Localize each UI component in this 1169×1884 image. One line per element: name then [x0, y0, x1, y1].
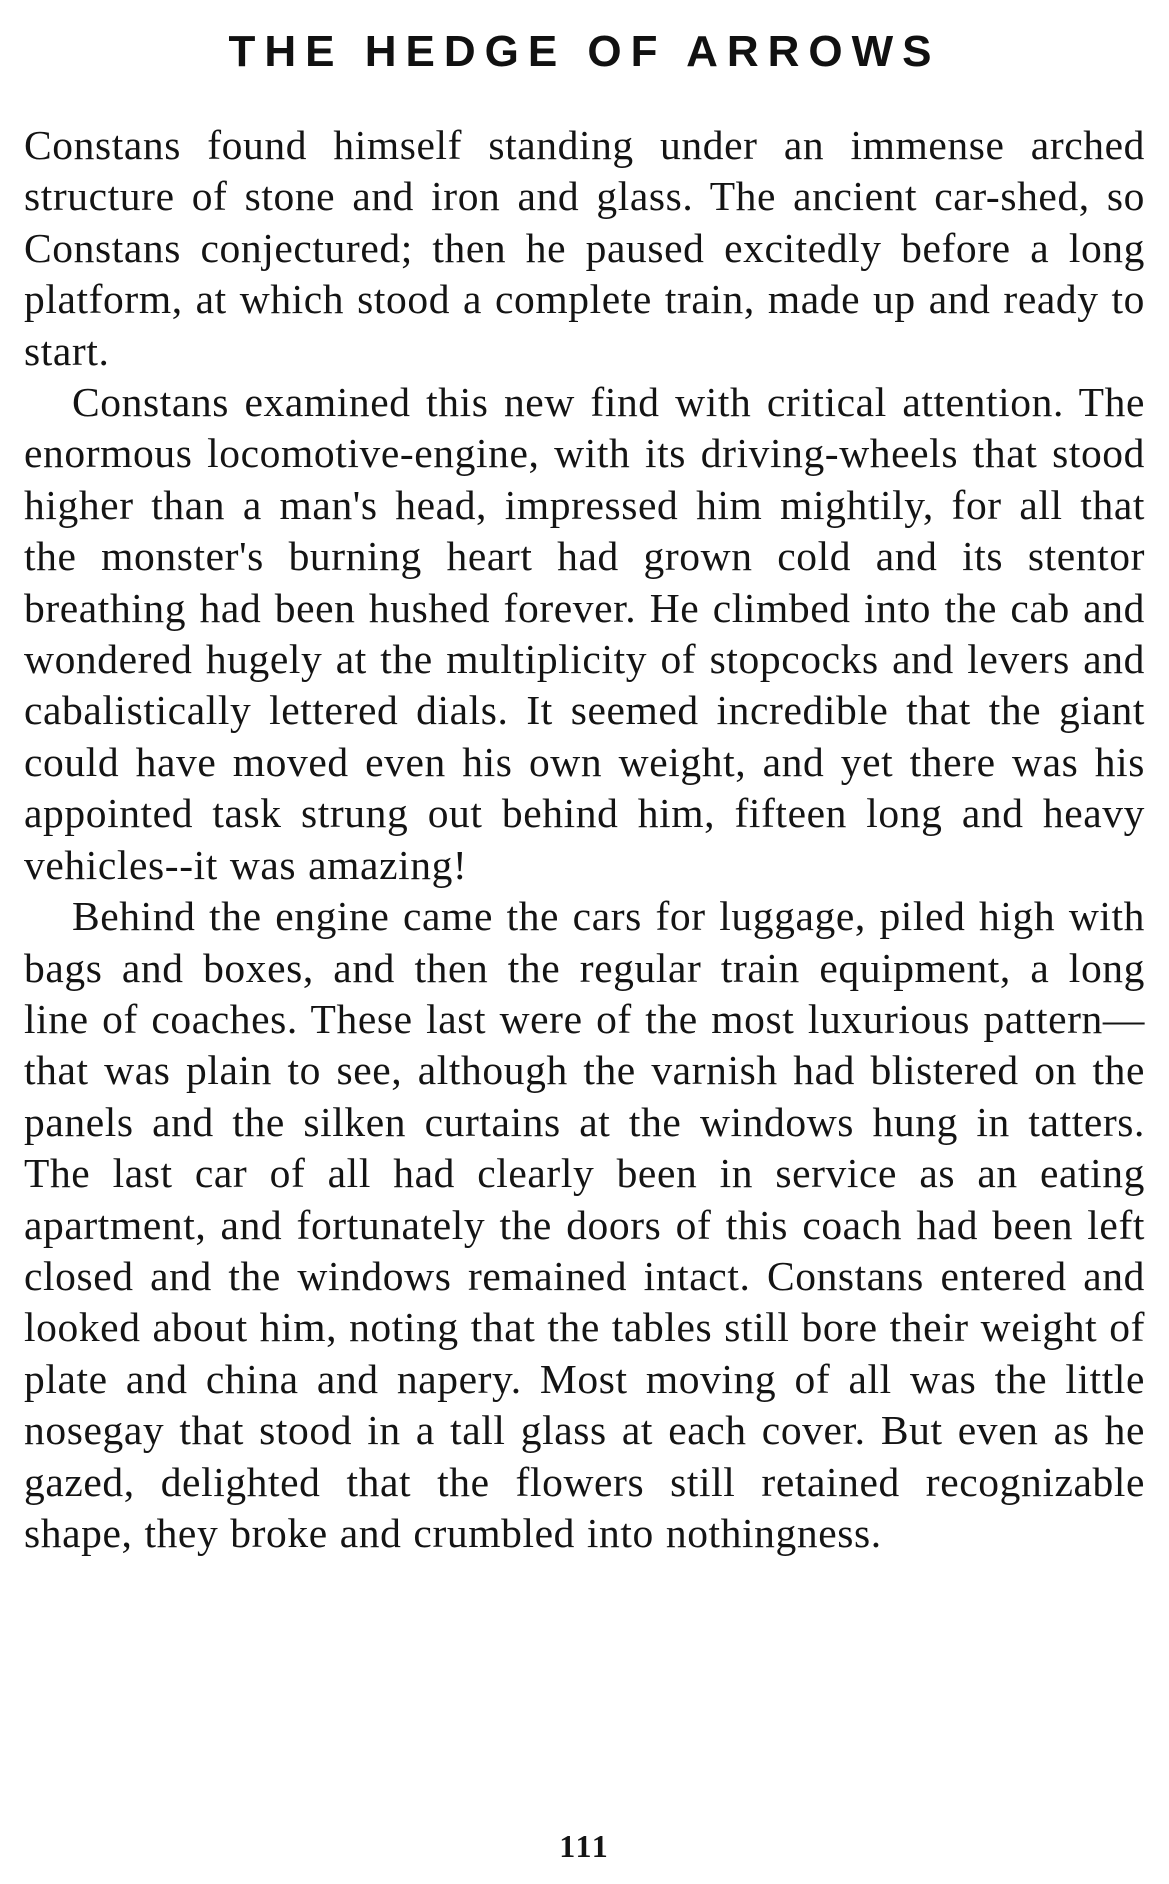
paragraph-3: Behind the engine came the cars for luggage, piled high with bags and boxes, and then the regular train equipment, a long line of coaches. These last were of the most luxurious pattern—that was plain to see, although the varnish had blistered on the panels and the silken curtains at the windows hung in tatters. The last car of all had clearly been in service as an eating apartment, and fortunately the doors of this coach had been left closed and the windows remained intact. Constans entered and looked about him, noting that the tables still bore their weight of plate and china and napery. Most moving of all was the little nosegay that stood in a tall glass at each cover. But even as he gazed, delighted that the flowers still retained recognizable shape, they broke and crumbled into nothingness.	[24, 893, 1145, 1556]
book-page	[24, 0, 1145, 1884]
body-text	[24, 120, 1145, 1559]
running-head: THE HEDGE OF ARROWS	[228, 27, 941, 76]
paragraph-1: Constans found himself standing under an immense arched structure of stone and iron and glass. The ancient car-shed, so Constans conjectured; then he paused excitedly before a long platform, at which stood a complete train, made up and ready to start.	[24, 122, 1145, 374]
paragraph-2: Constans examined this new find with critical attention. The enormous locomotive-engine, with its driving-wheels that stood higher than a man's head, impressed him mightily, for all that the monster's burning heart had grown cold and its stentor breathing had been hushed forever. He climbed into the cab and wondered hugely at the multiplicity of stopcocks and levers and cabalistically lettered dials. It seemed incredible that the giant could have moved even his own weight, and yet there was his appointed task strung out behind him, fifteen long and heavy vehicles--it was amazing!	[24, 379, 1145, 888]
page-number: 111	[559, 1828, 610, 1864]
